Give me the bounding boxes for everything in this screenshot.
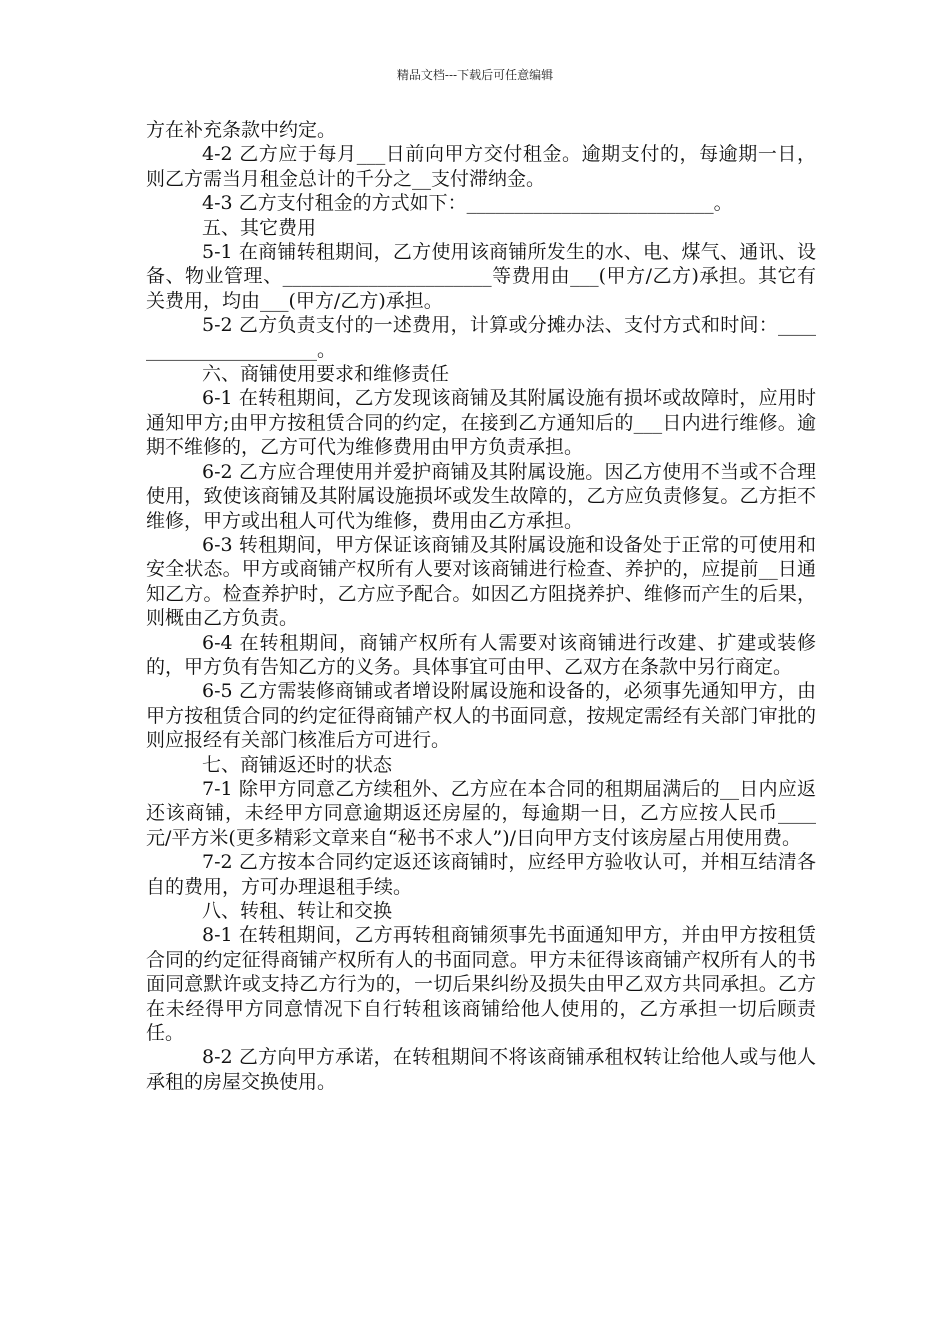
paragraph: 7-1 除甲方同意乙方续租外、乙方应在本合同的租期届满后的__日内应返还该商铺，未经甲方同意逾期返还房屋的，每逾期一日，乙方应按人民币____元/平方米(更多精彩文章来自“秘书不求人”)/日向甲方支付该房屋占用使用费。 bbox=[146, 777, 816, 849]
paragraph: 6-4 在转租期间，商铺产权所有人需要对该商铺进行改建、扩建或装修的，甲方负有告知乙方的义务。具体事宜可由甲、乙双方在条款中另行商定。 bbox=[146, 631, 816, 678]
paragraph: 4-3 乙方支付租金的方式如下：__________________________。 bbox=[202, 192, 733, 215]
paragraph: 6-1 在转租期间，乙方发现该商铺及其附属设施有损坏或故障时，应用时通知甲方;由甲方按租赁合同的约定，在接到乙方通知后的___日内进行维修。逾期不维修的，乙方可代为维修费用由甲方负责承担。 bbox=[146, 387, 816, 459]
page-header: 精品文档---下载后可任意编辑 bbox=[396, 68, 554, 82]
paragraph: 4-2 乙方应于每月___日前向甲方交付租金。逾期支付的，每逾期一日，则乙方需当月租金总计的千分之__支付滞纳金。 bbox=[146, 143, 816, 190]
paragraph: 6-2 乙方应合理使用并爱护商铺及其附属设施。因乙方使用不当或不合理使用，致使该商铺及其附属设施损坏或发生故障的，乙方应负责修复。乙方拒不维修，甲方或出租人可代为维修，费用由乙方承担。 bbox=[146, 460, 816, 532]
paragraph: 6-5 乙方需装修商铺或者增设附属设施和设备的，必须事先通知甲方，由甲方按租赁合同的约定征得商铺产权人的书面同意，按规定需经有关部门审批的则应报经有关部门核准后方可进行。 bbox=[146, 680, 816, 752]
paragraph: 5-2 乙方负责支付的一述费用，计算或分摊办法、支付方式和时间：______________________。 bbox=[146, 314, 816, 361]
paragraph: 方在补充条款中约定。 bbox=[146, 119, 337, 141]
paragraph: 6-3 转租期间，甲方保证该商铺及其附属设施和设备处于正常的可使用和安全状态。甲方或商铺产权所有人要对该商铺进行检查、养护的，应提前__日通知乙方。检查养护时，乙方应予配合。如因乙方阻挠养护、维修而产生的后果，则概由乙方负责。 bbox=[146, 533, 816, 630]
paragraph: 六、商铺使用要求和维修责任 bbox=[202, 363, 450, 386]
paragraph: 8-2 乙方向甲方承诺，在转租期间不将该商铺承租权转让给他人或与他人承租的房屋交换使用。 bbox=[146, 1046, 816, 1093]
paragraph: 八、转租、转让和交换 bbox=[202, 900, 393, 922]
document-body bbox=[146, 118, 816, 1094]
paragraph: 7-2 乙方按本合同约定返还该商铺时，应经甲方验收认可，并相互结清各自的费用，方可办理退租手续。 bbox=[146, 851, 816, 898]
paragraph: 五、其它费用 bbox=[202, 216, 317, 239]
paragraph: 七、商铺返还时的状态 bbox=[202, 753, 393, 776]
paragraph: 8-1 在转租期间，乙方再转租商铺须事先书面通知甲方，并由甲方按租赁合同的约定征得商铺产权所有人的书面同意。甲方未征得该商铺产权所有人的书面同意默许或支持乙方行为的，一切后果纠纷及损失由甲乙双方共同承担。乙方在未经得甲方同意情况下自行转租该商铺给他人使用的，乙方承担一切后顾责任。 bbox=[146, 924, 816, 1045]
paragraph: 5-1 在商铺转租期间，乙方使用该商铺所发生的水、电、煤气、通讯、设备、物业管理、______________________等费用由___(甲方/乙方)承担。其它有关费用，均由___(甲方/乙方)承担。 bbox=[146, 241, 816, 312]
